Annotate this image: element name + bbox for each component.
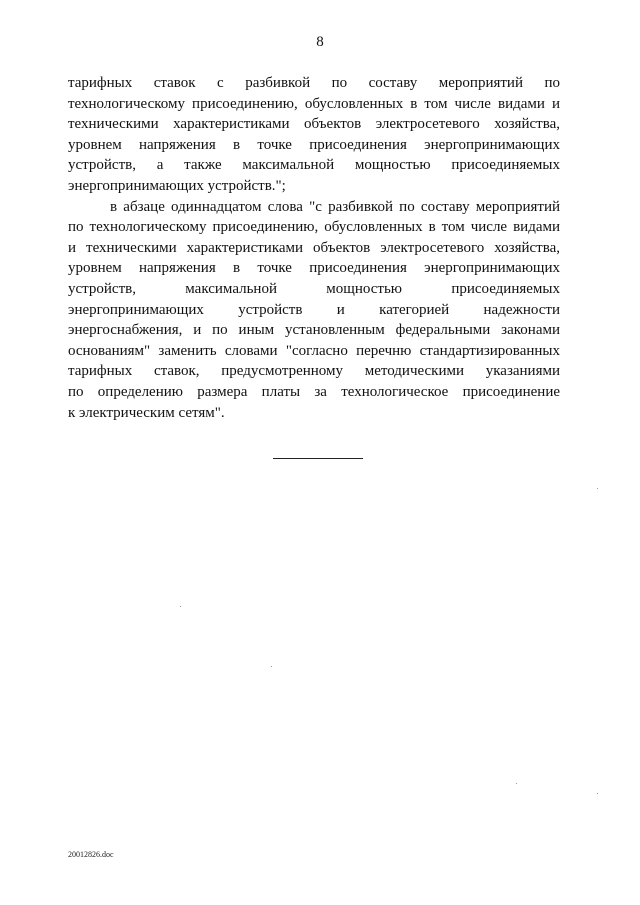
document-body — [68, 73, 560, 423]
section-divider — [273, 458, 363, 459]
text-line: уровнем напряжения в точке присоединения энергопринимающих — [68, 136, 560, 153]
text-line: основаниям" заменить словами "согласно перечню стандартизированных — [68, 342, 560, 359]
text-line: технологическому присоединению, обусловленных в том числе видами и — [68, 95, 560, 112]
text-line: к электрическим сетям". — [68, 404, 225, 421]
text-line: в абзаце одиннадцатом слова "с разбивкой по составу мероприятий — [110, 198, 560, 215]
text-line: по определению размера платы за технологическое присоединение — [68, 383, 560, 400]
text-line: устройств, максимальной мощностью присоединяемых — [68, 280, 560, 297]
scan-speck — [180, 606, 181, 607]
text-line: техническими характеристиками объектов электросетевого хозяйства, — [68, 116, 560, 133]
text-line: тарифных ставок с разбивкой по составу мероприятий по — [68, 75, 560, 91]
text-line: и техническими характеристиками объектов электросетевого хозяйства, — [68, 239, 560, 256]
scan-speck — [271, 666, 272, 667]
page-number: 8 — [316, 34, 324, 50]
scan-speck — [597, 488, 598, 489]
text-line: по технологическому присоединению, обусловленных в том числе видами — [68, 219, 560, 236]
text-line: тарифных ставок, предусмотренному методическими указаниями — [68, 363, 560, 380]
text-line: энергопринимающих устройств."; — [68, 177, 286, 194]
text-line: энергоснабжения, и по иным установленным федеральными законами — [68, 322, 560, 339]
text-line: уровнем напряжения в точке присоединения энергопринимающих — [68, 260, 560, 277]
scan-speck — [597, 793, 598, 794]
text-line: энергопринимающих устройств и категорией надежности — [68, 301, 560, 318]
scan-speck — [516, 783, 517, 784]
file-code: 20012826.doc — [68, 850, 114, 859]
text-line: устройств, а также максимальной мощностью присоединяемых — [68, 157, 560, 174]
